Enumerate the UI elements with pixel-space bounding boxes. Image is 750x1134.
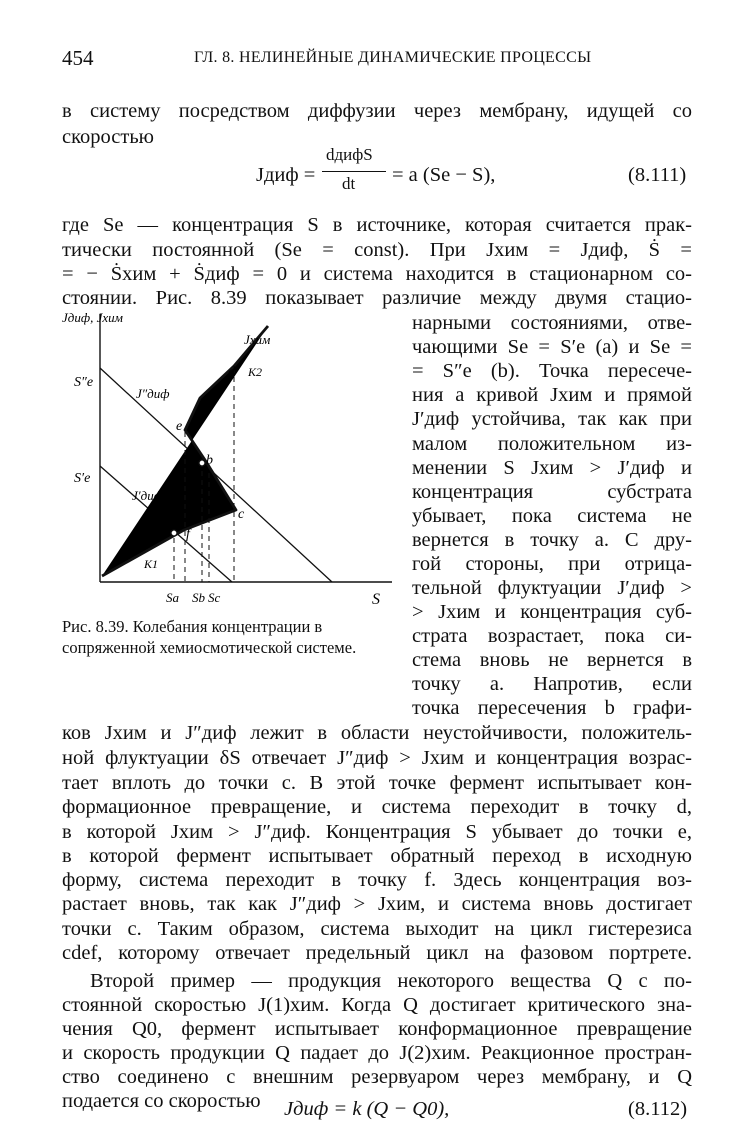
eq111-rhs: = a (Se − S), [392, 164, 496, 186]
eq112-body: Jдиф = k (Q − Q0), [284, 1098, 450, 1120]
text-line: ков Jхим и J″диф лежит в области неустойчивости, положитель- [62, 722, 692, 744]
text-line: в которой фермент испытывает обратный переход в исходную [62, 845, 692, 867]
page-number: 454 [62, 46, 94, 70]
side-text-line: стема вновь не вернется в [412, 649, 692, 671]
text-line: растает вновь, так как J″диф > Jхим, и система вновь достигает [62, 893, 692, 915]
side-text-line: точку a. Напротив, если [412, 673, 692, 695]
side-text-line: убывает, пока система не [412, 505, 692, 527]
label-point-e: e [176, 419, 183, 434]
text-line: ство соединено с внешним резервуаром через мембрану, и Q [62, 1066, 692, 1088]
side-text-line: вернется в точку a. С дру- [412, 529, 692, 551]
point-b-marker [199, 460, 205, 466]
tick-se-prime: S′e [74, 471, 91, 486]
text-line: в систему посредством диффузии через мембрану, идущей со [62, 100, 692, 122]
running-head: ГЛ. 8. НЕЛИНЕЙНЫЕ ДИНАМИЧЕСКИЕ ПРОЦЕССЫ [194, 49, 592, 66]
text-line: где Se — концентрация S в источнике, которая считается прак- [62, 214, 692, 236]
label-point-f: f [186, 527, 190, 542]
side-text-line: гой стороны, при отрица- [412, 553, 692, 575]
text-line: тически постоянной (Se = const). При Jхим = Jдиф, Ṡ = [62, 239, 692, 261]
side-text-line: = S″e (b). Точка пересече- [412, 360, 692, 382]
figure-8-39 [62, 306, 402, 624]
eq111-number: (8.111) [628, 164, 687, 186]
tick-sa: Sa [166, 590, 179, 605]
side-text-line: тельной флуктуации J′диф > [412, 577, 692, 599]
label-point-a: a [160, 527, 167, 542]
text-line: стоянии. Рис. 8.39 показывает различие между двумя стацио- [62, 287, 692, 309]
figure-caption: Рис. 8.39. Колебания концентрации в сопряженной хемиосмотической системе. [62, 617, 357, 657]
label-j-dif-prime: J′диф [132, 488, 163, 503]
side-text-line: концентрация субстрата [412, 481, 692, 503]
label-point-d: d [228, 365, 235, 380]
text-line: подается со скоростью [62, 1090, 261, 1112]
label-j-dif-double-prime: J″диф [136, 386, 170, 401]
page-header [62, 46, 692, 76]
label-k2: K2 [248, 365, 263, 379]
text-line: в которой Jхим > J″диф. Концентрация S убывает до точки e, [62, 821, 692, 843]
eq111-lhs: Jдиф = [256, 164, 316, 186]
text-line: Второй пример — продукция некоторого вещества Q с по- [90, 970, 692, 992]
side-text-line: J′диф устойчива, так как при [412, 408, 692, 430]
side-text-line: ния a кривой Jхим и прямой [412, 384, 692, 406]
side-text-line: чающими Se = S′e (a) и Se = [412, 336, 692, 358]
text-line: точки c. Таким образом, система выходит на цикл гистерезиса [62, 918, 692, 940]
tick-se-double-prime: S″e [74, 375, 94, 390]
eq111-denominator: dt [342, 174, 356, 193]
side-text-line: менении S Jхим > J′диф и [412, 457, 692, 479]
x-axis-label: S [372, 591, 380, 608]
text-line: формационное превращение, и система переходит в точку d, [62, 796, 692, 818]
label-point-b: b [206, 453, 213, 468]
tick-sb: Sb [192, 590, 205, 605]
label-j-him: Jхим [244, 332, 271, 347]
side-text-line: малом положительном из- [412, 433, 692, 455]
text-line: ной флуктуации δS отвечает J″диф > Jхим и концентрация возрас- [62, 747, 692, 769]
side-text-line: > Jхим и концентрация суб- [412, 601, 692, 623]
text-line: тает вплоть до точки c. В этой точке фермент испытывает кон- [62, 772, 692, 794]
tick-sc: Sc [208, 590, 221, 605]
y-axis-label: Jдиф, Jхим [62, 310, 123, 325]
side-text-line: страта возрастает, пока си- [412, 625, 692, 647]
text-line: = − Ṡхим + Ṡдиф = 0 и система находится в стационарном со- [62, 263, 692, 285]
text-line: стоянной скоростью J(1)хим. Когда Q достигает критического зна- [62, 994, 692, 1016]
fraction-bar [322, 171, 386, 172]
label-k1: K1 [144, 557, 159, 571]
side-text-line: нарными состояниями, отве- [412, 312, 692, 334]
text-line: чения Q0, фермент испытывает конформационное превращение [62, 1018, 692, 1040]
text-line: форму, система переходит в точку f. Здесь концентрация воз- [62, 869, 692, 891]
eq112-number: (8.112) [628, 1098, 688, 1120]
text-line: скоростью [62, 126, 154, 148]
text-line: и скорость продукции Q падает до J(2)хим. Реакционное простран- [62, 1042, 692, 1064]
side-text-line: точка пересечения b графи- [412, 697, 692, 719]
label-point-c: c [238, 507, 245, 522]
eq111-numerator: dдифS [326, 145, 373, 164]
point-a-marker [171, 530, 177, 536]
text-line: cdef, которому отвечает предельный цикл на фазовом портрете. [62, 942, 692, 964]
